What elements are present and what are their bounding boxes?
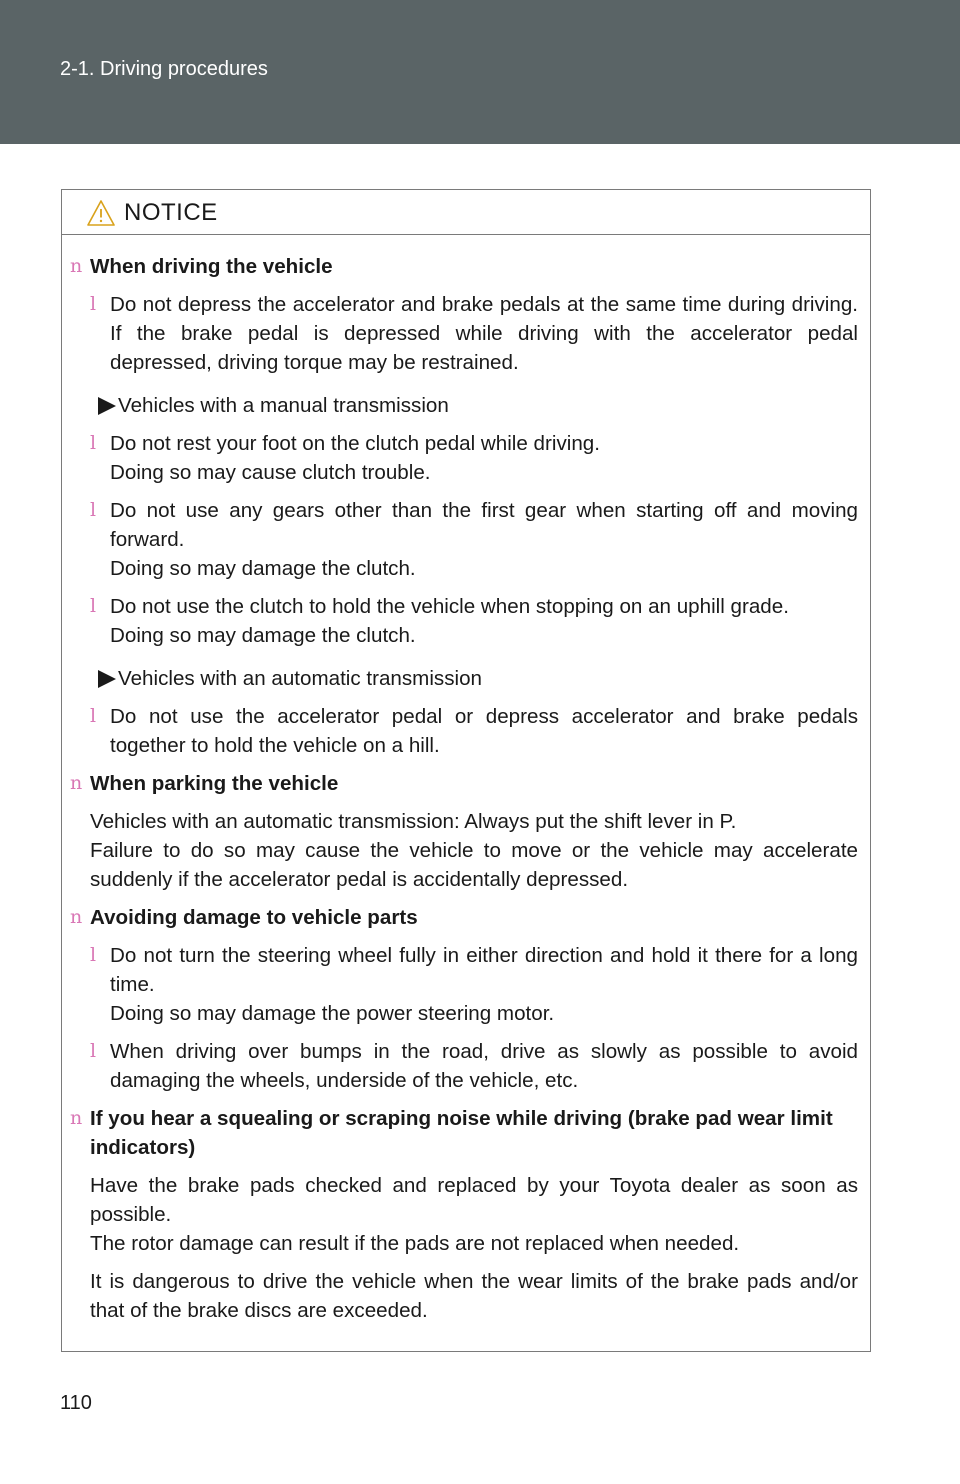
text-line: Do not turn the steering wheel fully in either direction and hold it there for a long time. — [110, 944, 858, 996]
text-line: Do not rest your foot on the clutch pedal while driving. — [110, 432, 600, 455]
text-line: Do not use the accelerator pedal or depress accelerator and brake pedals together to hold the vehicle on a hill. — [110, 705, 858, 757]
vehicle-type-text: Vehicles with an automatic transmission — [118, 667, 482, 690]
list-item — [62, 592, 870, 650]
text-line: Do not use any gears other than the first gear when starting off and moving forward. — [110, 499, 858, 551]
section-heading-text: When driving the vehicle — [90, 255, 333, 278]
section-marker-icon: n — [70, 906, 83, 928]
bullet-marker-icon: l — [90, 432, 97, 454]
section-marker-icon: n — [70, 255, 83, 277]
notice-box — [61, 189, 871, 1352]
list-item — [62, 290, 870, 377]
bullet-marker-icon: l — [90, 293, 97, 315]
bullet-marker-icon: l — [90, 595, 97, 617]
text-line: Do not use the clutch to hold the vehicle when stopping on an uphill grade. — [110, 595, 789, 618]
paragraph — [62, 1171, 870, 1258]
section-heading-text: When parking the vehicle — [90, 772, 339, 795]
list-item — [62, 429, 870, 487]
text-line: Doing so may cause clutch trouble. — [110, 461, 431, 484]
notice-header — [62, 190, 870, 235]
text-line: Doing so may damage the power steering motor. — [110, 1002, 555, 1025]
triangle-arrow-icon — [98, 397, 116, 415]
text-line: Failure to do so may cause the vehicle to move or the vehicle may accelerate suddenly if the accelerator pedal is accidentally depressed. — [90, 839, 858, 891]
paragraph — [62, 807, 870, 894]
text-line: Vehicles with an automatic transmission: Always put the shift lever in P. — [90, 810, 737, 833]
vehicle-type-text: Vehicles with a manual transmission — [118, 394, 449, 417]
section-heading — [62, 769, 870, 798]
text-line: Have the brake pads checked and replaced by your Toyota dealer as soon as possible. — [90, 1174, 858, 1226]
section-heading — [62, 252, 870, 281]
list-item — [62, 941, 870, 1028]
section-marker-icon: n — [70, 1107, 83, 1129]
triangle-arrow-icon — [98, 670, 116, 688]
list-item — [62, 702, 870, 760]
notice-title: NOTICE — [124, 199, 218, 226]
section-marker-icon: n — [70, 772, 83, 794]
page-number: 110 — [60, 1392, 92, 1414]
section-heading-text: If you hear a squealing or scraping noise while driving (brake pad wear limit indicators) — [90, 1107, 833, 1159]
list-item — [62, 1037, 870, 1095]
section-heading-text: Avoiding damage to vehicle parts — [90, 906, 418, 929]
vehicle-type-label — [62, 664, 870, 693]
bullet-marker-icon: l — [90, 705, 97, 727]
text-line: It is dangerous to drive the vehicle when the wear limits of the brake pads and/or that of the brake discs are exceeded. — [90, 1270, 858, 1322]
notice-content — [62, 234, 870, 1334]
text-line: When driving over bumps in the road, drive as slowly as possible to avoid damaging the wheels, underside of the vehicle, etc. — [110, 1040, 858, 1092]
text-line: Doing so may damage the clutch. — [110, 557, 416, 580]
section-heading — [62, 903, 870, 932]
list-item — [62, 496, 870, 583]
text-line: Doing so may damage the clutch. — [110, 624, 416, 647]
bullet-marker-icon: l — [90, 944, 97, 966]
bullet-marker-icon: l — [90, 1040, 97, 1062]
text-line: The rotor damage can result if the pads are not replaced when needed. — [90, 1232, 740, 1255]
text-line: Do not depress the accelerator and brake pedals at the same time during driving. If the brake pedal is depressed while driving with the accelerator pedal depressed, driving torque may be restrained. — [110, 293, 858, 374]
page-header — [0, 0, 960, 144]
chapter-title: 2-1. Driving procedures — [60, 58, 268, 80]
warning-triangle-icon — [87, 200, 115, 226]
section-heading — [62, 1104, 870, 1162]
bullet-marker-icon: l — [90, 499, 97, 521]
paragraph — [62, 1267, 870, 1325]
vehicle-type-label — [62, 391, 870, 420]
